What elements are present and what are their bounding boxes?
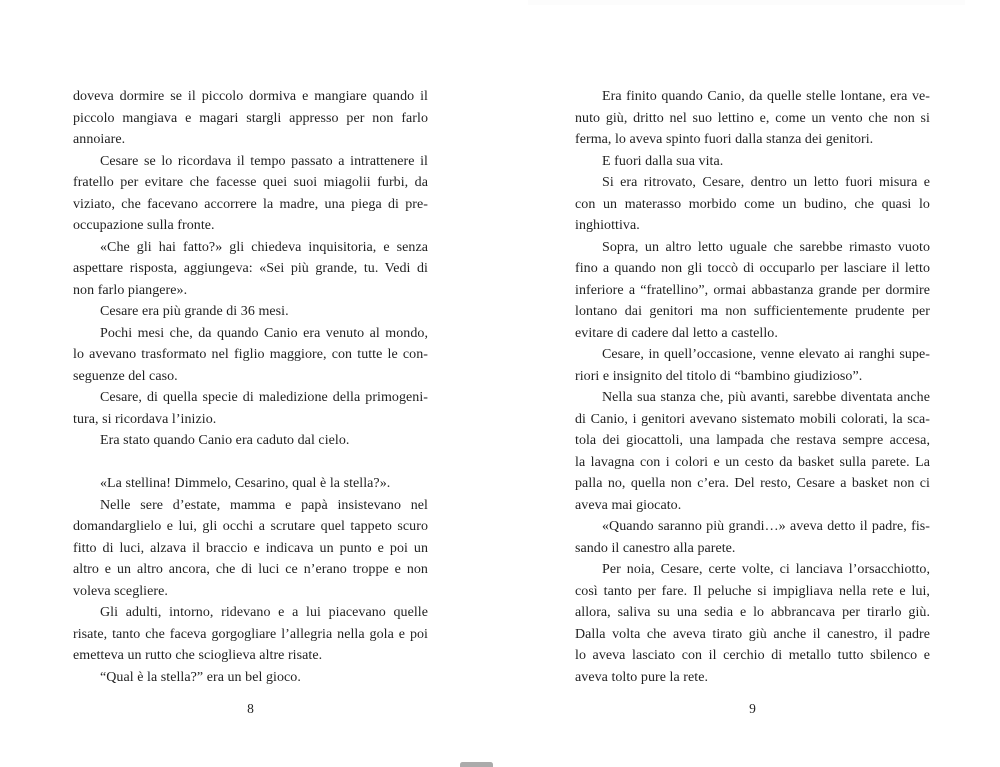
text-line: «La stellina! Dimmelo, Cesarino, qual è la stella?».	[100, 476, 391, 491]
text-line: aveva tolto pure la rete.	[575, 669, 709, 685]
text-line: tura, si ricordava l’inizio.	[73, 411, 217, 427]
text-line: la lavagna con i colori e un cesto da basket sulla parete. La	[575, 454, 930, 470]
text-line: fino a quando non gli toccò di occuparlo per lasciare il letto	[575, 261, 930, 276]
text-line: palla no, quella non c’era. Del resto, Cesare a basket non ci	[575, 476, 930, 491]
text-line: doveva dormire se il piccolo dormiva e mangiare quando il	[73, 89, 428, 104]
text-line: “Qual è la stella?” era un bel gioco.	[100, 669, 301, 685]
text-line: lo aveva lasciato con il cerchio di metallo tutto sbilenco e	[575, 648, 930, 663]
text-line: così tanto per fare. Il peluche si impigliava nella rete e lui,	[575, 583, 930, 599]
page-left-text	[73, 86, 428, 688]
text-line: piccolo mangiava e magari stargli appresso per non farlo	[73, 110, 428, 126]
text-line: annoiare.	[73, 132, 126, 147]
book-page-right	[575, 86, 930, 716]
text-line: ferma, lo aveva spinto fuori dalla stanza dei genitori.	[575, 132, 874, 147]
paragraph	[575, 86, 930, 151]
text-line: risate, tanto che faceva gorgogliare l’allegria nella gola e poi	[73, 626, 428, 642]
text-line: tola dei giocattoli, una lampada che restava sempre accesa,	[575, 433, 930, 448]
text-line: lontano dai genitori ma non sufficientemente prudente per	[575, 304, 930, 319]
text-line: Per noia, Cesare, certe volte, ci lanciava l’orsacchiotto,	[602, 562, 930, 577]
text-line: inferiore a “fratellino”, ormai abbastanza grande per dormire	[575, 282, 930, 298]
text-line: fratello per evitare che facesse quei suoi miagolii furbi, da	[73, 175, 428, 190]
text-line: Pochi mesi che, da quando Canio era venuto al mondo,	[100, 325, 428, 341]
text-line: occupazione sulla fronte.	[73, 218, 215, 233]
text-line: «Quando saranno più grandi…» aveva detto il padre, fis-	[602, 519, 930, 534]
paragraph	[73, 473, 428, 495]
text-line: sando il canestro alla parete.	[575, 540, 736, 556]
text-line: nuto giù, dritto nel suo lettino e, come un vento che non si	[575, 110, 930, 126]
text-line: riori e insignito del titolo di “bambino giudizioso”.	[575, 368, 863, 384]
text-line: aspettare risposta, aggiungeva: «Sei più grande, tu. Vedi di	[73, 261, 428, 276]
paragraph	[73, 151, 428, 237]
paragraph	[73, 86, 428, 151]
text-line: altro e un altro ancora, che di luci ce n’erano troppe e non	[73, 562, 428, 577]
paragraph	[73, 602, 428, 667]
paragraph	[73, 430, 428, 452]
text-line: con un materasso morbido come un budino, che quasi lo	[575, 196, 930, 212]
text-line: Nella sua stanza che, più avanti, sarebbe diventata anche	[602, 390, 930, 405]
page-number-right: 9	[749, 701, 756, 716]
text-line: viziato, che facevano accorrere la madre, una piega di pre-	[73, 196, 428, 212]
page-slider-handle[interactable]	[460, 762, 493, 767]
text-line: allora, saliva su una sedia e lo abbrancava per tirarlo giù.	[575, 605, 930, 620]
text-line: emetteva un rutto che scioglieva altre risate.	[73, 648, 323, 663]
paragraph	[73, 301, 428, 323]
paragraph	[575, 172, 930, 237]
text-line: Nelle sere d’estate, mamma e papà insistevano nel	[100, 497, 428, 513]
paragraph	[575, 516, 930, 559]
text-line: evitare di cadere dal letto a castello.	[575, 325, 778, 341]
text-line: aveva mai giocato.	[575, 497, 682, 513]
paragraph	[575, 151, 930, 173]
text-line: E fuori dalla sua vita.	[602, 153, 724, 169]
top-edge-shadow	[528, 0, 965, 5]
text-line: fitto di luci, alzava il braccio e indicava un punto e poi un	[73, 540, 428, 556]
text-line: Sopra, un altro letto uguale che sarebbe rimasto vuoto	[602, 239, 930, 255]
text-line: «Che gli hai fatto?» gli chiedeva inquisitoria, e senza	[100, 239, 428, 255]
paragraph	[575, 387, 930, 516]
page-right-text	[575, 86, 930, 688]
text-line: non farlo piangere».	[73, 282, 188, 298]
text-line: Cesare, di quella specie di maledizione della primogeni-	[100, 390, 428, 405]
text-line: domandarglielo e lui, gli occhi a scrutare quel tappeto scuro	[73, 519, 428, 534]
paragraph	[73, 237, 428, 302]
paragraph	[575, 237, 930, 345]
paragraph	[73, 495, 428, 603]
text-line: inghiottiva.	[575, 218, 640, 233]
text-line: lo avevano trasformato nel figlio maggiore, con tutte le con-	[73, 347, 428, 362]
paragraph	[73, 667, 428, 689]
paragraph	[575, 344, 930, 387]
book-page-left	[73, 86, 428, 716]
text-line: seguenze del caso.	[73, 368, 178, 384]
text-line: voleva scegliere.	[73, 583, 168, 599]
text-line: di Canio, i genitori avevano sistemato mobili colorati, la sca-	[575, 411, 930, 427]
paragraph	[575, 559, 930, 688]
text-line: Si era ritrovato, Cesare, dentro un letto fuori misura e	[602, 175, 930, 190]
text-line: Era finito quando Canio, da quelle stelle lontane, era ve-	[602, 89, 930, 104]
page-number-left: 8	[247, 701, 254, 716]
paragraph	[73, 387, 428, 430]
text-line: Dalla volta che aveva tirato giù anche il canestro, il padre	[575, 626, 930, 642]
text-line: Era stato quando Canio era caduto dal cielo.	[100, 433, 350, 448]
text-line: Cesare era più grande di 36 mesi.	[100, 304, 289, 319]
text-line: Gli adulti, intorno, ridevano e a lui piacevano quelle	[100, 605, 428, 620]
paragraph	[73, 323, 428, 388]
text-line: Cesare se lo ricordava il tempo passato a intrattenere il	[100, 153, 428, 169]
text-line: Cesare, in quell’occasione, venne elevato ai ranghi supe-	[602, 347, 930, 362]
